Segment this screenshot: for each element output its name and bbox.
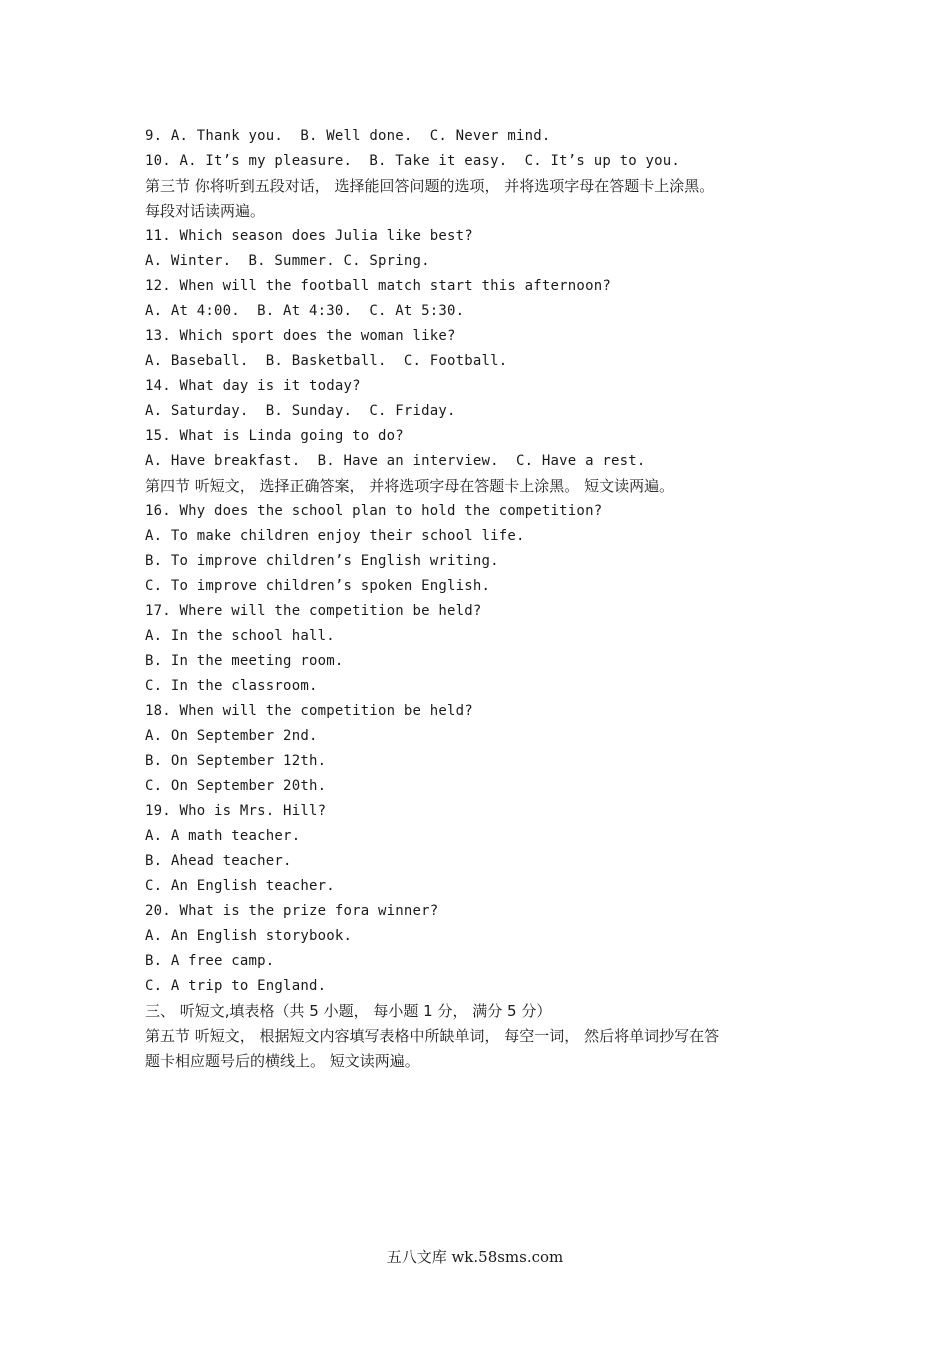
question-20-option-b: B. A free camp. [145, 953, 275, 969]
question-19-option-c: C. An English teacher. [145, 878, 335, 894]
section-4-instruction: 第四节 听短文， 选择正确答案， 并将选项字母在答题卡上涂黑。 短文读两遍。 [145, 477, 675, 495]
section-5-instruction-cont: 题卡相应题号后的横线上。 短文读两遍。 [145, 1052, 420, 1070]
page-footer: 五八文库 wk.58sms.com [386, 1248, 564, 1266]
section-5-instruction: 第五节 听短文， 根据短文内容填写表格中所缺单词， 每空一词， 然后将单词抄写在答 [145, 1027, 720, 1045]
question-18-option-b: B. On September 12th. [145, 753, 327, 769]
section-3-instruction-cont: 每段对话读两遍。 [145, 202, 266, 220]
question-17-option-c: C. In the classroom. [145, 678, 318, 694]
question-12: 12. When will the football match start this afternoon? [145, 278, 611, 294]
question-19-option-b: B. Ahead teacher. [145, 853, 292, 869]
question-18-option-a: A. On September 2nd. [145, 728, 318, 744]
question-10-options: 10. A. It’s my pleasure. B. Take it easy. C. It’s up to you. [145, 153, 680, 169]
question-15-options: A. Have breakfast. B. Have an interview. C. Have a rest. [145, 453, 646, 469]
question-17-option-a: A. In the school hall. [145, 628, 335, 644]
question-14: 14. What day is it today? [145, 378, 361, 394]
section-3-instruction: 第三节 你将听到五段对话， 选择能回答问题的选项， 并将选项字母在答题卡上涂黑。 [145, 177, 715, 195]
question-16-option-a: A. To make children enjoy their school life. [145, 528, 525, 544]
question-20: 20. What is the prize fora winner? [145, 903, 439, 919]
question-20-option-a: A. An English storybook. [145, 928, 353, 944]
question-17-option-b: B. In the meeting room. [145, 653, 344, 669]
question-19: 19. Who is Mrs. Hill? [145, 803, 327, 819]
question-20-option-c: C. A trip to England. [145, 978, 327, 994]
question-12-options: A. At 4:00. B. At 4:30. C. At 5:30. [145, 303, 465, 319]
question-13: 13. Which sport does the woman like? [145, 328, 456, 344]
document-body [145, 124, 825, 1074]
question-14-options: A. Saturday. B. Sunday. C. Friday. [145, 403, 456, 419]
question-19-option-a: A. A math teacher. [145, 828, 301, 844]
question-18: 18. When will the competition be held? [145, 703, 473, 719]
question-9-options: 9. A. Thank you. B. Well done. C. Never mind. [145, 128, 551, 144]
question-11-options: A. Winter. B. Summer. C. Spring. [145, 253, 430, 269]
question-18-option-c: C. On September 20th. [145, 778, 327, 794]
question-16-option-b: B. To improve children’s English writing. [145, 553, 499, 569]
question-16-option-c: C. To improve children’s spoken English. [145, 578, 491, 594]
question-11: 11. Which season does Julia like best? [145, 228, 473, 244]
part-3-heading: 三、 听短文,填表格（共 5 小题， 每小题 1 分， 满分 5 分） [145, 1002, 552, 1020]
question-17: 17. Where will the competition be held? [145, 603, 482, 619]
question-13-options: A. Baseball. B. Basketball. C. Football. [145, 353, 508, 369]
question-16: 16. Why does the school plan to hold the competition? [145, 503, 603, 519]
question-15: 15. What is Linda going to do? [145, 428, 404, 444]
